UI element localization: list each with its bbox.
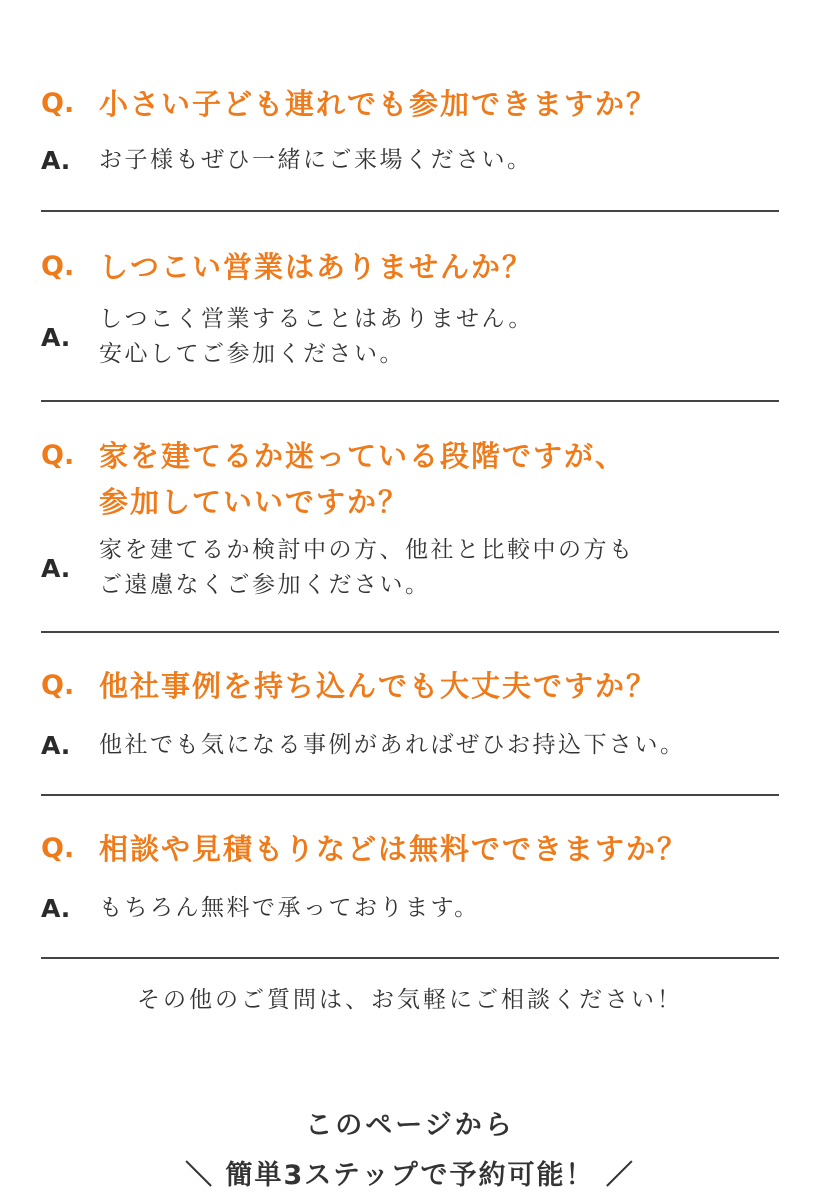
answer-mark: A. xyxy=(41,553,71,583)
closing-message: その他のご質問は、お気軽にご相談ください！ xyxy=(137,987,683,1013)
faq-answer: お子様もぜひ一緒にご来場ください。 xyxy=(99,146,533,173)
answer-mark: A. xyxy=(41,322,71,352)
faq-question: しつこい営業はありませんか？ xyxy=(99,250,534,284)
question-mark: Q. xyxy=(41,251,75,282)
answer-mark: A. xyxy=(41,145,71,175)
faq-answer-row xyxy=(41,726,779,764)
faq-answer-row xyxy=(41,533,779,603)
answer-mark: A. xyxy=(41,730,71,760)
faq-divider xyxy=(41,631,779,633)
faq-divider xyxy=(41,210,779,212)
faq-divider xyxy=(41,400,779,402)
faq-answer-row xyxy=(41,302,779,372)
cta-line-1: このページから xyxy=(305,1110,515,1141)
faq-answer-row xyxy=(41,141,779,179)
faq-question-row xyxy=(41,826,779,872)
faq-answer: しつこく営業することはありません。 安心してご参加ください。 xyxy=(99,306,534,367)
faq-question: 家を建てるか迷っている段階ですが、 参加していいですか？ xyxy=(99,439,627,519)
faq-answer-row xyxy=(41,889,779,927)
answer-mark: A. xyxy=(41,893,71,923)
faq-question: 他社事例を持ち込んでも大丈夫ですか？ xyxy=(99,669,658,703)
cta-line-2: ＼ 簡単3ステップで予約可能！ ／ xyxy=(185,1160,635,1191)
faq-divider xyxy=(41,957,779,959)
faq-question: 小さい子ども連れでも参加できますか？ xyxy=(99,87,658,121)
cta-heading xyxy=(0,1103,820,1199)
faq-question: 相談や見積もりなどは無料でできますか？ xyxy=(99,832,689,866)
faq-question-row xyxy=(41,244,779,290)
faq-answer: もちろん無料で承っております。 xyxy=(99,894,480,921)
faq-divider xyxy=(41,794,779,796)
question-mark: Q. xyxy=(41,670,75,701)
question-mark: Q. xyxy=(41,440,75,471)
faq-question-row xyxy=(41,81,779,127)
faq-answer: 家を建てるか検討中の方、他社と比較中の方も ご遠慮なくご参加ください。 xyxy=(99,537,635,598)
faq-question-row xyxy=(41,433,779,525)
faq-question-row xyxy=(41,663,779,709)
question-mark: Q. xyxy=(41,88,75,119)
faq-answer: 他社でも気になる事例があればぜひお持込下さい。 xyxy=(99,731,686,758)
question-mark: Q. xyxy=(41,833,75,864)
